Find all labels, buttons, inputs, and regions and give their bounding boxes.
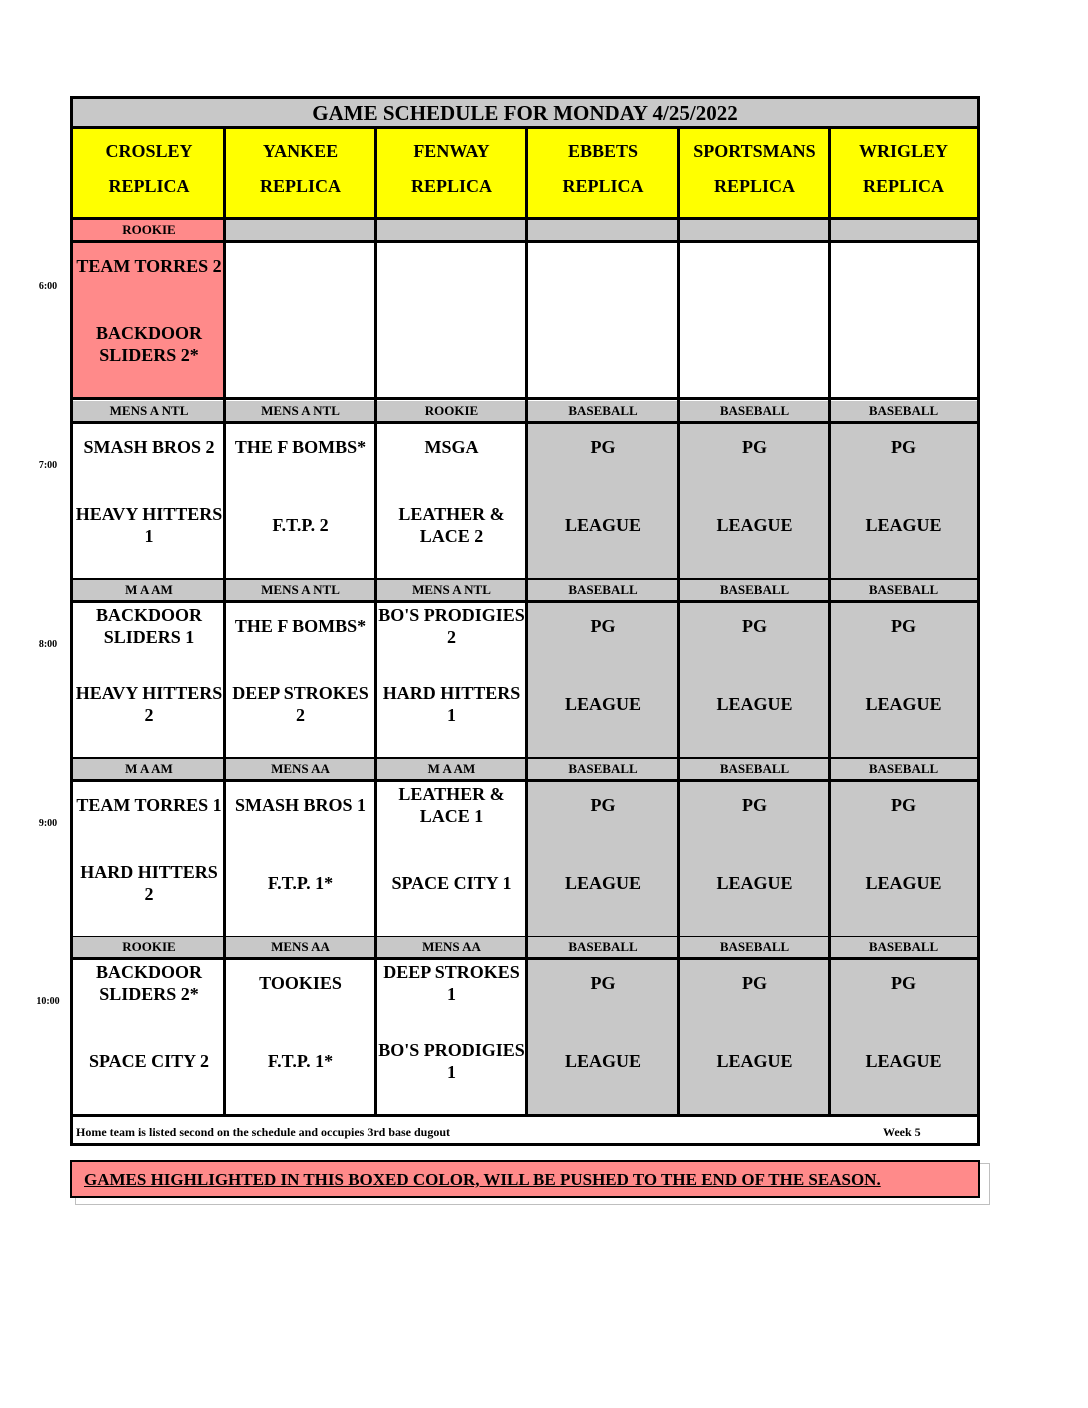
game-cell <box>679 424 830 578</box>
game-cell <box>225 960 376 1114</box>
home-team: LEAGUE <box>865 1051 942 1071</box>
home-team: LEAGUE <box>716 515 793 535</box>
game-cell <box>376 603 527 757</box>
game-cell <box>679 243 830 397</box>
field-header-2 <box>376 129 527 217</box>
division-label: MENS AA <box>376 937 527 957</box>
field-header-5 <box>830 129 977 217</box>
away-team: TEAM TORRES 1 <box>76 795 222 815</box>
schedule-title: GAME SCHEDULE FOR MONDAY 4/25/2022 <box>73 99 977 129</box>
game-cell <box>527 960 679 1114</box>
division-label: BASEBALL <box>679 580 830 600</box>
away-team: PG <box>742 437 767 457</box>
game-cell <box>830 960 977 1114</box>
away-team: PG <box>891 973 916 993</box>
field-subtitle: REPLICA <box>862 176 944 196</box>
footnote-text: Home team is listed second on the schedule and occupies 3rd base dugout <box>76 1125 451 1139</box>
home-team: LEAGUE <box>564 694 642 714</box>
field-subtitle: REPLICA <box>410 176 492 196</box>
field-subtitle: REPLICA <box>108 176 190 196</box>
column-divider <box>828 129 831 1117</box>
home-team: LEAGUE <box>865 515 942 535</box>
game-cell <box>376 424 527 578</box>
time-label: 10:00 <box>36 996 60 1007</box>
division-label: ROOKIE <box>73 220 225 240</box>
home-team: F.T.P. 1* <box>267 1051 334 1071</box>
game-cell <box>376 243 527 397</box>
away-team: PG <box>590 616 616 636</box>
division-label: MENS A NTL <box>376 580 527 600</box>
home-team: HEAVY HITTERS 2 <box>75 683 223 725</box>
away-team: BACKDOOR SLIDERS 1 <box>95 605 202 647</box>
division-label: BASEBALL <box>527 937 679 957</box>
division-label: ROOKIE <box>376 401 527 421</box>
game-cell <box>679 782 830 936</box>
week-label: Week 5 <box>883 1125 921 1139</box>
away-team: THE F BOMBS* <box>234 616 367 636</box>
home-team: LEAGUE <box>564 873 642 893</box>
division-label: BASEBALL <box>527 401 679 421</box>
postponed-games-banner: GAMES HIGHLIGHTED IN THIS BOXED COLOR, WILL BE PUSHED TO THE END OF THE SEASON. <box>70 1160 980 1198</box>
column-divider <box>677 129 680 1117</box>
game-cell <box>527 782 679 936</box>
division-label: MENS A NTL <box>225 580 376 600</box>
division-label: BASEBALL <box>527 580 679 600</box>
home-team: HARD HITTERS 1 <box>382 683 521 725</box>
game-cell <box>527 603 679 757</box>
game-cell <box>830 243 977 397</box>
division-label: BASEBALL <box>527 759 679 779</box>
game-cell <box>225 424 376 578</box>
division-label: MENS A NTL <box>73 401 225 421</box>
away-team: PG <box>891 616 916 636</box>
division-label: ROOKIE <box>73 937 225 957</box>
field-name: YANKEE <box>262 141 339 161</box>
away-team: TOOKIES <box>259 973 342 993</box>
division-label: BASEBALL <box>679 937 830 957</box>
away-team: PG <box>590 973 616 993</box>
away-team: THE F BOMBS* <box>234 437 367 457</box>
home-team: F.T.P. 1* <box>267 873 334 893</box>
division-label: M A AM <box>376 759 527 779</box>
game-cell <box>73 782 225 936</box>
away-team: PG <box>891 437 916 457</box>
home-team: DEEP STROKES 2 <box>232 683 369 725</box>
game-cell <box>830 782 977 936</box>
game-cell <box>73 603 225 757</box>
home-team: LEAGUE <box>564 1051 642 1071</box>
away-team: PG <box>590 795 616 815</box>
division-label: M A AM <box>73 759 225 779</box>
game-cell <box>679 603 830 757</box>
division-label: BASEBALL <box>679 759 830 779</box>
home-team: LEAGUE <box>716 694 793 714</box>
field-header-4 <box>679 129 830 217</box>
game-cell <box>527 424 679 578</box>
division-label: BASEBALL <box>830 937 977 957</box>
away-team: SMASH BROS 2 <box>83 437 215 457</box>
away-team: BACKDOOR SLIDERS 2* <box>95 962 202 1004</box>
away-team: LEATHER & LACE 1 <box>398 784 505 826</box>
time-label: 9:00 <box>38 818 58 829</box>
away-team: SMASH BROS 1 <box>234 795 367 815</box>
column-divider <box>223 129 226 1117</box>
division-label: BASEBALL <box>830 580 977 600</box>
game-cell <box>73 424 225 578</box>
field-name: FENWAY <box>413 141 490 161</box>
time-label: 8:00 <box>38 639 58 650</box>
division-label: BASEBALL <box>679 401 830 421</box>
game-cell <box>225 782 376 936</box>
away-team: PG <box>742 616 767 636</box>
field-name: CROSLEY <box>105 141 193 161</box>
game-cell <box>73 243 225 397</box>
game-cell <box>225 243 376 397</box>
away-team: PG <box>590 437 616 457</box>
field-name: SPORTSMANS <box>693 141 816 161</box>
away-team: BO'S PRODIGIES 2 <box>378 605 525 647</box>
division-label <box>376 220 527 240</box>
home-team: BO'S PRODIGIES 1 <box>378 1040 525 1082</box>
away-team: DEEP STROKES 1 <box>383 962 520 1004</box>
away-team: TEAM TORRES 2 <box>76 256 222 276</box>
field-subtitle: REPLICA <box>562 176 644 196</box>
column-divider <box>374 129 377 1117</box>
field-name: EBBETS <box>567 141 639 161</box>
field-name: WRIGLEY <box>858 141 948 161</box>
game-cell <box>830 603 977 757</box>
away-team: PG <box>742 795 767 815</box>
field-subtitle: REPLICA <box>713 176 795 196</box>
schedule-table <box>70 96 980 1146</box>
game-cell <box>679 960 830 1114</box>
field-header-1 <box>225 129 376 217</box>
home-team: BACKDOOR SLIDERS 2* <box>95 323 202 365</box>
home-team: LEATHER & LACE 2 <box>398 504 505 546</box>
division-label <box>527 220 679 240</box>
game-cell <box>830 424 977 578</box>
home-team: LEAGUE <box>865 694 942 714</box>
division-label: M A AM <box>73 580 225 600</box>
home-team: LEAGUE <box>716 1051 793 1071</box>
home-team: HEAVY HITTERS 1 <box>75 504 223 546</box>
game-cell <box>376 960 527 1114</box>
home-team: LEAGUE <box>716 873 793 893</box>
home-team: F.T.P. 2 <box>272 515 329 535</box>
home-team: SPACE CITY 2 <box>88 1051 209 1071</box>
time-label: 6:00 <box>38 281 58 292</box>
game-cell <box>376 782 527 936</box>
field-subtitle: REPLICA <box>259 176 341 196</box>
division-label: MENS AA <box>225 937 376 957</box>
division-label: MENS A NTL <box>225 401 376 421</box>
field-header-0 <box>73 129 225 217</box>
away-team: MSGA <box>424 437 479 457</box>
division-label <box>679 220 830 240</box>
home-team: HARD HITTERS 2 <box>80 862 218 904</box>
game-cell <box>527 243 679 397</box>
field-header-3 <box>527 129 679 217</box>
column-divider <box>525 129 528 1117</box>
division-label: MENS AA <box>225 759 376 779</box>
game-cell <box>225 603 376 757</box>
division-label <box>830 220 977 240</box>
home-team: SPACE CITY 1 <box>391 873 512 893</box>
away-team: PG <box>742 973 767 993</box>
away-team: PG <box>891 795 916 815</box>
division-label: BASEBALL <box>830 401 977 421</box>
home-team: LEAGUE <box>865 873 942 893</box>
division-label: BASEBALL <box>830 759 977 779</box>
game-cell <box>73 960 225 1114</box>
division-label <box>225 220 376 240</box>
home-team: LEAGUE <box>564 515 642 535</box>
time-label: 7:00 <box>38 460 58 471</box>
